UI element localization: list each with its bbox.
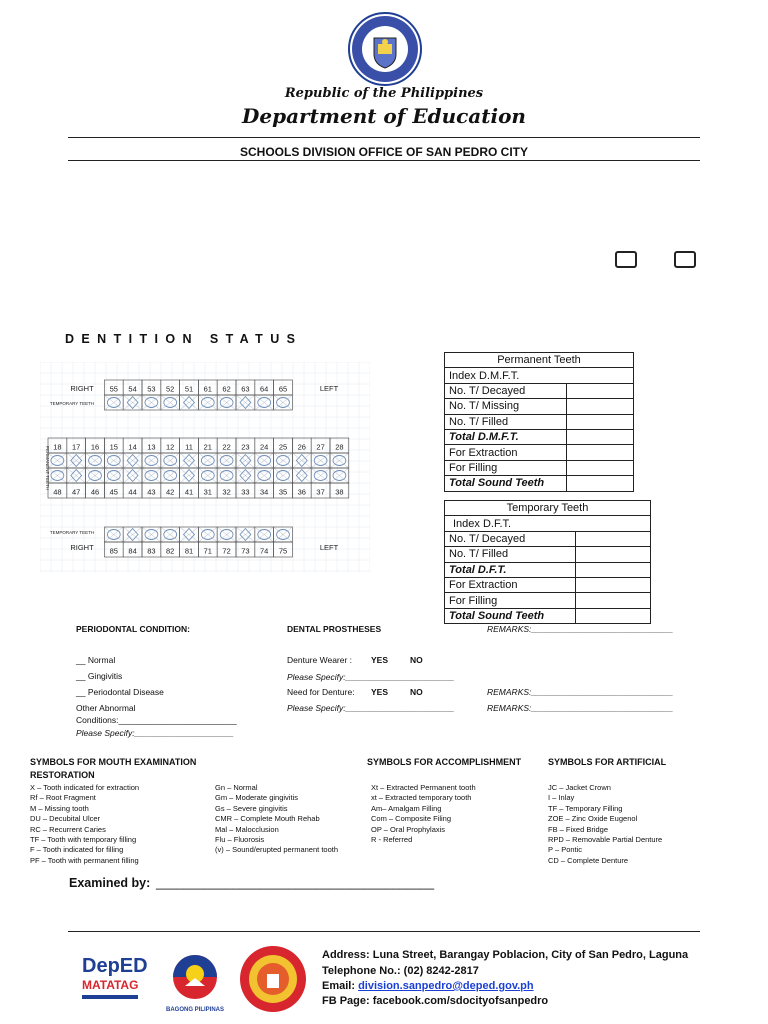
symbol-item: CMR – Complete Mouth Rehab (215, 814, 320, 824)
upper-temporary-number: 53 (147, 384, 156, 394)
symbols-artificial-heading: SYMBOLS FOR ARTIFICIAL (548, 757, 667, 767)
dentition-status-title: DENTITION STATUS (65, 332, 303, 346)
upper-permanent-number: 14 (128, 442, 137, 452)
deped-seal-logo (348, 12, 422, 86)
perm-row-label: No. T/ Decayed (445, 383, 567, 398)
examined-by-label: Examined by: (69, 876, 151, 890)
temp-row-label: For Filling (445, 593, 576, 608)
temp-row-value[interactable] (576, 593, 651, 608)
right-label: RIGHT (70, 384, 94, 393)
symbol-item: Com – Composite Filing (371, 814, 452, 824)
periodontal-specify-field[interactable]: Please Specify:_____________________ (76, 728, 234, 738)
symbol-item: Rf – Root Fragment (30, 793, 96, 803)
prostheses-heading: DENTAL PROSTHESES (287, 624, 382, 634)
perm-row-value[interactable] (567, 383, 634, 398)
lower-permanent-number: 34 (260, 487, 269, 497)
temp-row-value[interactable] (576, 531, 651, 546)
symbols-column-1 (30, 783, 139, 866)
perm-row-label: Total Sound Teeth (445, 476, 567, 491)
perm-row-label: No. T/ Filled (445, 414, 567, 429)
lower-permanent-number: 31 (203, 487, 212, 497)
lower-permanent-number: 35 (278, 487, 288, 497)
temp-row-value[interactable] (576, 547, 651, 562)
republic-line: Republic of the Philippines (284, 86, 484, 101)
lower-permanent-number: 48 (53, 487, 62, 497)
symbol-item: X – Tooth indicated for extraction (30, 783, 140, 792)
prostheses-specify-1[interactable]: Please Specify:_______________________ (287, 672, 455, 682)
upper-permanent-number: 18 (53, 442, 62, 452)
upper-permanent-number: 15 (109, 442, 118, 452)
lower-temporary-number: 82 (166, 546, 175, 556)
other-conditions-field[interactable]: Conditions:_________________________ (76, 715, 237, 725)
upper-permanent-number: 11 (185, 442, 193, 452)
upper-permanent-number: 27 (316, 442, 325, 452)
lower-temporary-number: 83 (147, 546, 156, 556)
lower-temporary-number: 81 (184, 546, 194, 556)
lower-permanent-number: 42 (166, 487, 175, 497)
right-label: RIGHT (70, 543, 94, 552)
deped-logo-text: DepED (82, 955, 148, 977)
upper-permanent-number: 16 (90, 442, 100, 452)
symbol-item: PF – Tooth with permanent filling (30, 855, 139, 865)
symbol-item: OP – Oral Prophylaxis (371, 824, 446, 834)
upper-temporary-number: 62 (222, 384, 231, 394)
footer-telephone: Telephone No.: (02) 8242-2817 (322, 965, 479, 977)
symbol-item: CD – Complete Denture (548, 855, 629, 865)
lower-permanent-number: 45 (109, 487, 118, 497)
upper-permanent-number: 26 (297, 442, 306, 452)
temp-row-value[interactable] (576, 577, 651, 592)
upper-permanent-number: 17 (72, 442, 81, 452)
symbol-item: Gn – Normal (215, 783, 258, 792)
temporary-table-header: Temporary Teeth (445, 501, 651, 516)
temp-row-value[interactable] (576, 608, 651, 623)
periodontal-gingivitis[interactable]: __ Gingivitis (76, 671, 123, 681)
temp-row-label: Total Sound Teeth (445, 608, 576, 623)
periodontal-normal[interactable]: __ Normal (76, 655, 116, 665)
lower-temporary-number: 71 (203, 546, 212, 556)
other-abnormal-label: Other Abnormal (76, 703, 136, 713)
lower-temporary-number: 72 (222, 546, 231, 556)
matatag-text: MATATAG (82, 978, 139, 992)
email-link[interactable]: division.sanpedro@deped.gov.ph (358, 980, 534, 992)
permanent-teeth-label: PERMANENT TEETH (45, 445, 50, 491)
symbol-item: Mal – Malocclusion (215, 824, 279, 834)
symbol-item: Gm – Moderate gingivitis (215, 793, 298, 803)
checkbox-1[interactable] (615, 251, 637, 268)
symbol-item: (v) – Sound/erupted permanent tooth (215, 845, 338, 855)
sdo-san-pedro-seal (238, 944, 308, 1014)
lower-permanent-number: 37 (316, 487, 325, 497)
footer-fb-page[interactable]: FB Page: facebook.com/sdocityofsanpedro (322, 995, 549, 1007)
lower-permanent-number: 43 (147, 487, 156, 497)
left-label: LEFT (319, 384, 339, 393)
perm-row-label: Total D.M.F.T. (445, 429, 567, 444)
restoration-heading: RESTORATION (30, 770, 95, 780)
temporary-teeth-label: TEMPORARY TEETH (49, 530, 95, 535)
permanent-index: Index D.M.F.T. (445, 368, 634, 383)
perm-row-value[interactable] (567, 429, 634, 444)
upper-temporary-number: 51 (184, 384, 194, 394)
need-denture-label: Need for Denture: (287, 687, 355, 697)
prostheses-specify-2[interactable]: Please Specify:_______________________ (287, 703, 455, 713)
symbol-item: Xt – Extracted Permanent tooth (371, 783, 476, 792)
header-divider-2 (68, 160, 700, 161)
upper-permanent-number: 24 (260, 442, 269, 452)
temporary-teeth-table (444, 500, 651, 624)
periodontal-disease[interactable]: __ Periodontal Disease (76, 687, 164, 697)
perm-row-value[interactable] (567, 414, 634, 429)
perm-row-label: For Filling (445, 460, 567, 475)
symbol-item: Gs – Severe gingivitis (215, 803, 288, 813)
lower-temporary-number: 85 (109, 546, 118, 556)
upper-temporary-number: 65 (278, 384, 288, 394)
footer-email-row (322, 980, 534, 992)
symbol-item: ZOE – Zinc Oxide Eugenol (548, 814, 638, 824)
symbol-item: xt – Extracted temporary tooth (371, 793, 472, 803)
need-denture-no[interactable]: NO (410, 687, 423, 697)
remarks-1[interactable]: REMARKS:______________________________ (487, 624, 674, 634)
temporary-teeth-label: TEMPORARY TEETH (49, 401, 95, 406)
temp-row-label: Total D.F.T. (445, 562, 576, 577)
upper-temporary-number: 55 (109, 384, 118, 394)
perm-row-label: For Extraction (445, 445, 567, 460)
upper-permanent-number: 28 (335, 442, 344, 452)
symbol-item: R - Referred (371, 835, 413, 845)
symbols-column-3 (371, 783, 476, 845)
footer-address: Address: Luna Street, Barangay Poblacion, City of San Pedro, Laguna (322, 949, 689, 961)
lower-permanent-number: 44 (128, 487, 137, 497)
symbol-item: Am– Amalgam Filling (371, 803, 442, 813)
permanent-table-header: Permanent Teeth (445, 353, 634, 368)
perm-row-value[interactable] (567, 476, 634, 491)
remarks-2[interactable]: REMARKS:______________________________ (487, 687, 674, 697)
need-denture-yes[interactable]: YES (371, 687, 389, 697)
lower-permanent-number: 38 (335, 487, 344, 497)
symbols-accomplishment-heading: SYMBOLS FOR ACCOMPLISHMENT (367, 757, 522, 767)
checkbox-2[interactable] (674, 251, 696, 268)
upper-permanent-number: 12 (166, 442, 175, 452)
lower-permanent-number: 33 (241, 487, 250, 497)
temp-row-value[interactable] (576, 562, 651, 577)
lower-temporary-number: 73 (241, 546, 250, 556)
bagong-text: BAGONG PILIPINAS (165, 1007, 224, 1013)
upper-permanent-number: 13 (147, 442, 156, 452)
lower-temporary-number: 84 (128, 546, 137, 556)
dentition-chart (40, 362, 370, 572)
symbol-item: M – Missing tooth (30, 803, 89, 813)
denture-wearer-label: Denture Wearer : (287, 655, 353, 665)
permanent-teeth-table (444, 352, 634, 492)
symbol-item: Flu – Fluorosis (215, 835, 265, 845)
lower-temporary-number: 74 (260, 546, 269, 556)
symbols-column-4 (548, 783, 662, 866)
perm-row-label: No. T/ Missing (445, 399, 567, 414)
symbols-mouth-heading: SYMBOLS FOR MOUTH EXAMINATION (30, 757, 197, 767)
symbol-item: DU – Decubital Ulcer (30, 814, 101, 824)
email-label: Email: (322, 980, 356, 992)
bagong-pilipinas-logo (163, 952, 227, 1014)
symbol-item: FB – Fixed Bridge (548, 824, 609, 834)
symbols-column-2 (215, 783, 338, 856)
symbol-item: I – Inlay (548, 793, 575, 803)
division-name: SCHOOLS DIVISION OFFICE OF SAN PEDRO CITY (239, 145, 529, 159)
upper-permanent-number: 23 (241, 442, 250, 452)
upper-permanent-number: 22 (222, 442, 231, 452)
perm-row-value[interactable] (567, 399, 634, 414)
temp-row-label: No. T/ Filled (445, 547, 576, 562)
lower-permanent-number: 46 (90, 487, 100, 497)
lower-permanent-number: 32 (222, 487, 231, 497)
temporary-index: Index D.F.T. (445, 516, 651, 531)
symbol-item: RPD – Removable Partial Denture (548, 835, 663, 845)
denture-wearer-yes[interactable]: YES (371, 655, 389, 665)
remarks-3[interactable]: REMARKS:______________________________ (487, 703, 674, 713)
upper-permanent-number: 25 (278, 442, 288, 452)
lower-permanent-number: 41 (184, 487, 194, 497)
upper-temporary-number: 64 (260, 384, 269, 394)
symbol-item: JC – Jacket Crown (548, 783, 611, 792)
upper-temporary-number: 61 (203, 384, 212, 394)
periodontal-heading: PERIODONTAL CONDITION: (76, 624, 190, 634)
deped-matatag-logo (82, 955, 152, 1013)
denture-wearer-no[interactable]: NO (410, 655, 423, 665)
department-title: Department of Education (242, 104, 526, 128)
left-label: LEFT (319, 543, 339, 552)
lower-permanent-number: 36 (297, 487, 306, 497)
footer-divider (68, 931, 700, 932)
symbol-item: RC – Recurrent Caries (30, 824, 106, 834)
upper-temporary-number: 63 (241, 384, 250, 394)
symbol-item: F – Tooth indicated for filling (30, 845, 124, 855)
examined-by-field[interactable]: ________________________________________ (156, 876, 435, 890)
header-divider (68, 137, 700, 138)
lower-permanent-number: 47 (72, 487, 81, 497)
lower-temporary-number: 75 (278, 546, 288, 556)
perm-row-value[interactable] (567, 460, 634, 475)
upper-temporary-number: 52 (166, 384, 175, 394)
perm-row-value[interactable] (567, 445, 634, 460)
upper-temporary-number: 54 (128, 384, 137, 394)
temp-row-label: For Extraction (445, 577, 576, 592)
upper-permanent-number: 21 (203, 442, 212, 452)
temp-row-label: No. T/ Decayed (445, 531, 576, 546)
symbol-item: TF – Temporary Filling (548, 803, 623, 813)
symbol-item: P – Pontic (548, 845, 583, 855)
symbol-item: TF – Tooth with temporary filling (30, 835, 137, 845)
